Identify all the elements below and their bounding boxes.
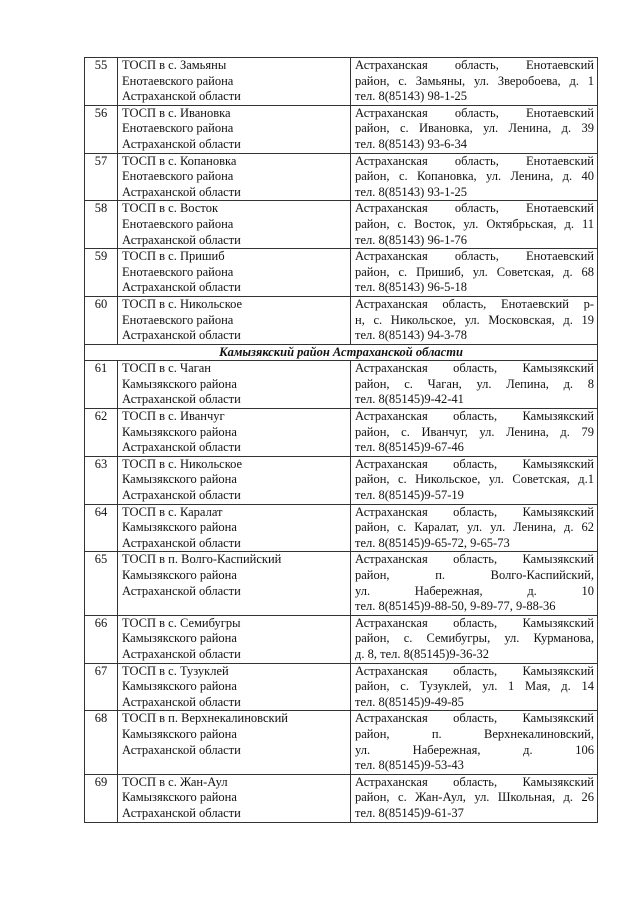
office-address-line: район, с. Никольское, ул. Советская, д.1 xyxy=(355,472,594,487)
office-address-line: Астраханская область, Камызякский xyxy=(355,361,594,376)
office-address-line: Астраханская область, Енотаевский xyxy=(355,105,594,120)
office-address-line: район, с. Иванчуг, ул. Ленина, д. 79 xyxy=(355,424,594,439)
office-name-cell xyxy=(118,249,351,297)
document-page xyxy=(84,57,597,823)
office-address-cell xyxy=(351,105,598,153)
office-address-line: Астраханская область, Енотаевский xyxy=(355,58,594,72)
row-number: 60 xyxy=(85,296,118,344)
office-address-cell xyxy=(351,552,598,615)
office-name-line: ТОСП в с. Пришиб xyxy=(122,249,225,264)
table-row xyxy=(85,409,598,457)
table-row xyxy=(85,296,598,344)
table-row xyxy=(85,711,598,774)
office-name-line: Астраханской области xyxy=(122,184,241,199)
row-number: 62 xyxy=(85,409,118,457)
row-number: 69 xyxy=(85,774,118,822)
office-name-cell xyxy=(118,615,351,663)
row-number: 65 xyxy=(85,552,118,615)
office-name-line: Астраханской области xyxy=(122,328,241,343)
row-number: 61 xyxy=(85,361,118,409)
office-address-line: ул. Набережная, д. 10 xyxy=(355,583,594,598)
office-address-line: Астраханская область, Камызякский xyxy=(355,774,594,789)
office-address-line: Астраханская область, Камызякский xyxy=(355,504,594,519)
office-name-line: Астраханской области xyxy=(122,280,241,295)
office-address-line: тел. 8(85143) 96-5-18 xyxy=(355,280,468,295)
office-address-line: район, с. Тузуклей, ул. 1 Мая, д. 14 xyxy=(355,679,594,694)
office-address-cell xyxy=(351,409,598,457)
row-number: 63 xyxy=(85,456,118,504)
office-address-cell xyxy=(351,615,598,663)
office-address-line: район, с. Семибугры, ул. Курманова, xyxy=(355,631,594,646)
office-address-line: район, с. Копановка, ул. Ленина, д. 40 xyxy=(355,169,594,184)
section-title: Камызякский район Астраханской области xyxy=(85,344,598,361)
office-name-line: Астраханской области xyxy=(122,535,241,550)
office-name-line: Камызякского района xyxy=(122,568,237,582)
row-number: 58 xyxy=(85,201,118,249)
office-name-cell xyxy=(118,409,351,457)
office-address-cell xyxy=(351,504,598,552)
office-name-cell xyxy=(118,153,351,201)
office-name-line: Камызякского района xyxy=(122,726,237,741)
office-address-cell xyxy=(351,201,598,249)
office-name-line: ТОСП в с. Иванчуг xyxy=(122,409,225,424)
office-name-line: Астраханской области xyxy=(122,805,241,820)
office-name-line: ТОСП в с. Каралат xyxy=(122,504,223,519)
office-address-cell xyxy=(351,153,598,201)
office-name-cell xyxy=(118,663,351,711)
office-name-line: Енотаевского района xyxy=(122,73,234,88)
office-address-line: Астраханская область, Енотаевский р- xyxy=(355,296,594,311)
table-body-kamyzyaksky xyxy=(85,361,598,822)
office-name-cell xyxy=(118,58,351,106)
office-name-line: ТОСП в с. Замьяны xyxy=(122,58,227,72)
office-address-line: ул. Набережная, д. 106 xyxy=(355,742,594,757)
table-row xyxy=(85,153,598,201)
office-name-line: Астраханской области xyxy=(122,392,241,407)
office-address-line: тел. 8(85143) 96-1-76 xyxy=(355,232,468,247)
table-row xyxy=(85,105,598,153)
section-header-row xyxy=(85,344,598,361)
office-name-line: Енотаевского района xyxy=(122,169,234,184)
office-address-line: тел. 8(85143) 93-6-34 xyxy=(355,136,468,151)
office-name-line: ТОСП в с. Никольское xyxy=(122,296,243,311)
office-address-line: Астраханская область, Камызякский xyxy=(355,456,594,471)
office-name-line: ТОСП в с. Семибугры xyxy=(122,615,241,630)
office-name-line: Астраханской области xyxy=(122,583,241,598)
table-row xyxy=(85,774,598,822)
table-row xyxy=(85,58,598,106)
offices-table xyxy=(84,57,598,823)
office-address-line: тел. 8(85143) 93-1-25 xyxy=(355,184,468,199)
table-row xyxy=(85,201,598,249)
office-address-line: район, с. Замьяны, ул. Зверобоева, д. 1 xyxy=(355,73,594,88)
office-name-line: Астраханской области xyxy=(122,646,241,661)
office-address-line: тел. 8(85145)9-67-46 xyxy=(355,440,464,455)
office-address-line: тел. 8(85143) 98-1-25 xyxy=(355,89,468,104)
row-number: 66 xyxy=(85,615,118,663)
office-name-line: ТОСП в с. Никольское xyxy=(122,456,243,471)
office-name-line: Енотаевского района xyxy=(122,312,234,327)
office-address-cell xyxy=(351,774,598,822)
row-number: 56 xyxy=(85,105,118,153)
row-number: 59 xyxy=(85,249,118,297)
office-address-cell xyxy=(351,663,598,711)
office-address-cell xyxy=(351,711,598,774)
office-address-cell xyxy=(351,361,598,409)
office-address-line: Астраханская область, Енотаевский xyxy=(355,249,594,264)
office-address-line: район, с. Ивановка, ул. Ленина, д. 39 xyxy=(355,121,594,136)
office-address-line: район, п. Верхнекалиновский, xyxy=(355,726,594,741)
office-name-line: Камызякского района xyxy=(122,520,237,535)
office-name-line: Астраханской области xyxy=(122,694,241,709)
office-address-line: д. 8, тел. 8(85145)9-36-32 xyxy=(355,646,490,661)
office-name-line: ТОСП в с. Восток xyxy=(122,201,219,216)
office-name-cell xyxy=(118,105,351,153)
office-name-line: ТОСП в с. Копановка xyxy=(122,153,237,168)
office-name-line: ТОСП в п. Волго-Каспийский xyxy=(122,552,282,567)
office-address-line: тел. 8(85145)9-61-37 xyxy=(355,805,464,820)
table-row xyxy=(85,456,598,504)
office-name-cell xyxy=(118,711,351,774)
office-name-line: Камызякского района xyxy=(122,631,237,646)
table-section xyxy=(85,344,598,361)
office-address-line: тел. 8(85143) 94-3-78 xyxy=(355,328,468,343)
office-name-line: Астраханской области xyxy=(122,136,241,151)
office-address-line: тел. 8(85145)9-53-43 xyxy=(355,758,464,773)
office-name-line: Астраханской области xyxy=(122,89,241,104)
office-address-line: Астраханская область, Камызякский xyxy=(355,409,594,424)
office-name-line: ТОСП в с. Ивановка xyxy=(122,105,231,120)
office-name-line: Камызякского района xyxy=(122,790,237,805)
office-address-line: тел. 8(85145)9-57-19 xyxy=(355,488,464,503)
office-address-cell xyxy=(351,296,598,344)
office-address-line: н, с. Никольское, ул. Московская, д. 19 xyxy=(355,312,594,327)
office-name-line: ТОСП в п. Верхнекалиновский xyxy=(122,711,288,726)
office-name-line: Камызякского района xyxy=(122,679,237,694)
office-address-line: Астраханская область, Камызякский xyxy=(355,663,594,678)
office-address-line: район, с. Пришиб, ул. Советская, д. 68 xyxy=(355,264,594,279)
office-address-line: район, с. Каралат, ул. ул. Ленина, д. 62 xyxy=(355,520,594,535)
office-name-line: Астраханской области xyxy=(122,488,241,503)
table-row xyxy=(85,552,598,615)
office-address-cell xyxy=(351,456,598,504)
office-address-line: Астраханская область, Енотаевский xyxy=(355,201,594,216)
office-name-line: Камызякского района xyxy=(122,376,237,391)
row-number: 57 xyxy=(85,153,118,201)
office-name-line: Камызякского района xyxy=(122,472,237,487)
office-address-cell xyxy=(351,249,598,297)
table-row xyxy=(85,504,598,552)
row-number: 67 xyxy=(85,663,118,711)
office-address-line: район, с. Жан-Аул, ул. Школьная, д. 26 xyxy=(355,790,594,805)
row-number: 64 xyxy=(85,504,118,552)
table-row xyxy=(85,249,598,297)
office-name-line: ТОСП в с. Тузуклей xyxy=(122,663,229,678)
office-name-line: Енотаевского района xyxy=(122,264,234,279)
office-address-line: Астраханская область, Енотаевский xyxy=(355,153,594,168)
office-name-line: Астраханской области xyxy=(122,440,241,455)
office-name-cell xyxy=(118,361,351,409)
office-name-cell xyxy=(118,201,351,249)
table-row xyxy=(85,361,598,409)
office-name-line: Астраханской области xyxy=(122,742,241,757)
office-address-line: район, с. Чаган, ул. Лепина, д. 8 xyxy=(355,376,594,391)
office-address-line: Астраханская область, Камызякский xyxy=(355,711,594,726)
office-name-line: Астраханской области xyxy=(122,232,241,247)
table-body-enotaevsky xyxy=(85,58,598,345)
office-name-line: Камызякского района xyxy=(122,424,237,439)
office-address-line: тел. 8(85145)9-65-72, 9-65-73 xyxy=(355,535,510,550)
office-name-line: Енотаевского района xyxy=(122,216,234,231)
table-row xyxy=(85,663,598,711)
office-address-line: район, с. Восток, ул. Октябрьская, д. 11 xyxy=(355,216,594,231)
office-name-cell xyxy=(118,504,351,552)
office-address-line: тел. 8(85145)9-42-41 xyxy=(355,392,464,407)
office-name-cell xyxy=(118,774,351,822)
office-address-cell xyxy=(351,58,598,106)
row-number: 68 xyxy=(85,711,118,774)
office-address-line: Астраханская область, Камызякский xyxy=(355,615,594,630)
office-name-cell xyxy=(118,296,351,344)
office-address-line: тел. 8(85145)9-88-50, 9-89-77, 9-88-36 xyxy=(355,599,556,614)
office-name-cell xyxy=(118,456,351,504)
office-address-line: район, п. Волго-Каспийский, xyxy=(355,568,594,582)
row-number: 55 xyxy=(85,58,118,106)
office-address-line: тел. 8(85145)9-49-85 xyxy=(355,694,464,709)
office-name-line: ТОСП в с. Жан-Аул xyxy=(122,774,228,789)
office-name-line: Енотаевского района xyxy=(122,121,234,136)
office-name-line: ТОСП в с. Чаган xyxy=(122,361,212,376)
office-address-line: Астраханская область, Камызякский xyxy=(355,552,594,567)
table-row xyxy=(85,615,598,663)
office-name-cell xyxy=(118,552,351,615)
